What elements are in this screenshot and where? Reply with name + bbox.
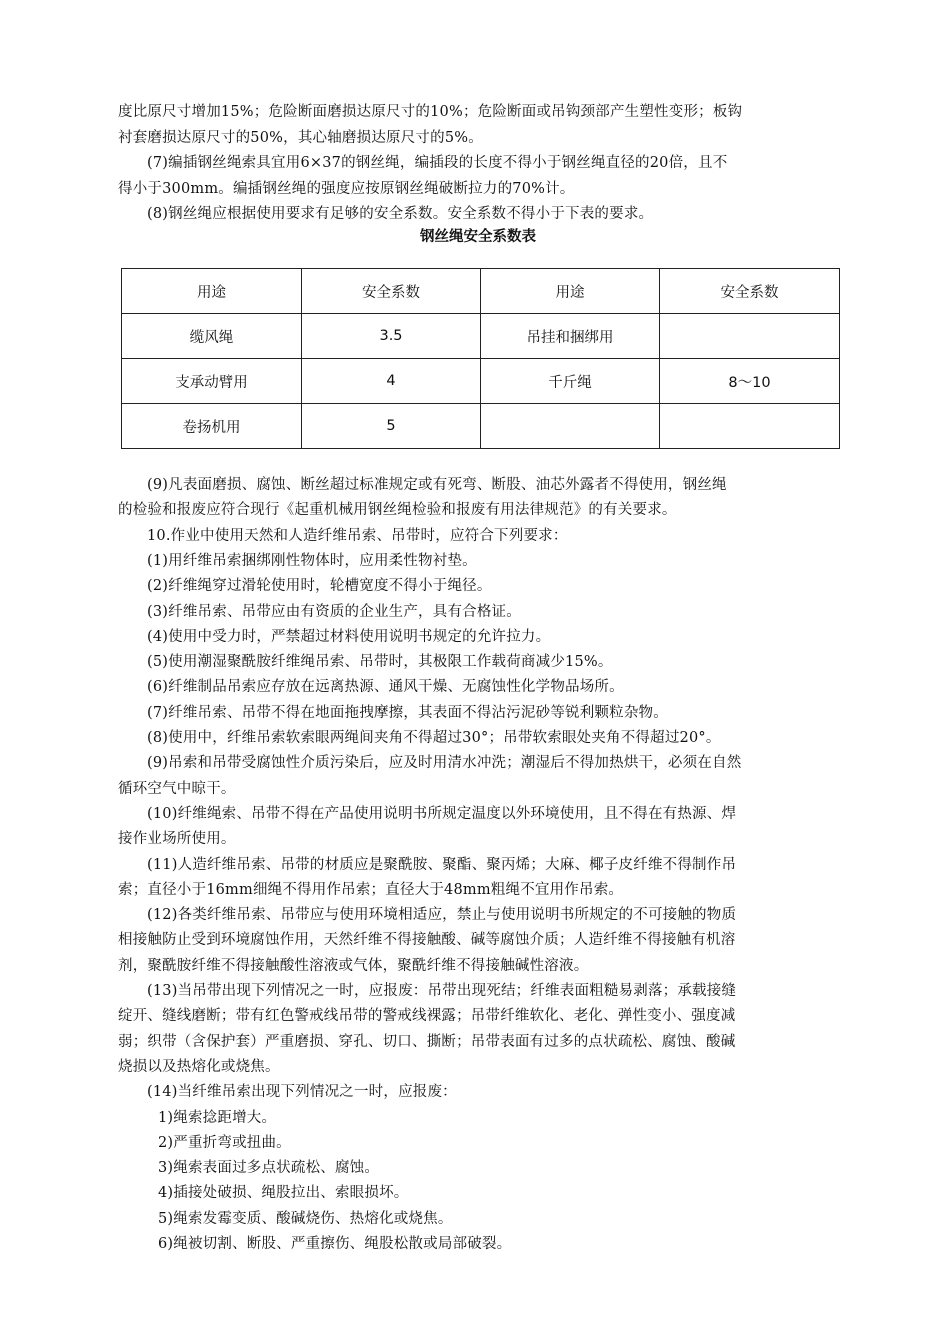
text-line: 6)绳被切割、断股、严重擦伤、绳股松散或局部破裂。	[158, 1236, 512, 1252]
text-line: (12)各类纤维吊索、吊带应与使用环境相适应，禁止与使用说明书所规定的不可接触的物质	[147, 907, 737, 924]
table-cell: 吊挂和捆绑用	[481, 314, 660, 359]
header-cell-usage: 用途	[481, 269, 660, 314]
table-cell: 缆风绳	[122, 314, 302, 359]
header-cell-usage: 用途	[122, 269, 302, 314]
table-cell: 5	[302, 404, 481, 449]
table-cell: 卷扬机用	[122, 404, 302, 449]
text-line: 循环空气中晾干。	[118, 780, 236, 797]
text-line: (9)凡表面磨损、腐蚀、断丝超过标准规定或有死弯、断股、油芯外露者不得使用，钢丝绳	[147, 477, 727, 493]
text-line: (7)纤维吊索、吊带不得在地面拖拽摩擦，其表面不得沾污泥砂等锐利颗粒杂物。	[147, 704, 668, 721]
table-cell: 4	[302, 359, 481, 404]
table-cell	[660, 314, 840, 359]
text-line: (7)编插钢丝绳索具宜用6×37的钢丝绳，编插段的长度不得小于钢丝绳直径的20倍，且不	[147, 155, 728, 171]
text-line: 索；直径小于16mm细绳不得用作吊索；直径大于48mm粗绳不宜用作吊索。	[118, 881, 624, 898]
text-line: (8)使用中，纤维吊索软索眼两绳间夹角不得超过30°；吊带软索眼处夹角不得超过20°。	[147, 730, 721, 746]
safety-factor-table	[121, 268, 840, 449]
table-cell: 8～10	[660, 359, 840, 404]
table-cell: 千斤绳	[481, 359, 660, 404]
text-line: 的检验和报废应符合现行《起重机械用钢丝绳检验和报废有用法律规范》的有关要求。	[118, 502, 677, 519]
table-cell: 3.5	[302, 314, 481, 359]
text-line: 3)绳索表面过多点状疏松、腐蚀。	[158, 1160, 380, 1177]
text-line: (14)当纤维吊索出现下列情况之一时，应报废：	[147, 1084, 457, 1101]
text-line: 得小于300mm。编插钢丝绳的强度应按原钢丝绳破断拉力的70%计。	[118, 180, 575, 197]
header-cell-factor: 安全系数	[302, 269, 481, 314]
text-line: (4)使用中受力时，严禁超过材料使用说明书规定的允许拉力。	[147, 628, 551, 645]
table-cell	[660, 404, 840, 449]
text-line: (6)纤维制品吊索应存放在远离热源、通风干燥、无腐蚀性化学物品场所。	[147, 679, 624, 696]
text-line: 4)插接处破损、绳股拉出、索眼损坏。	[158, 1185, 409, 1202]
table-header-row	[122, 269, 840, 314]
text-line: (2)纤维绳穿过滑轮使用时，轮槽宽度不得小于绳径。	[147, 578, 492, 595]
text-line: 5)绳索发霉变质、酸碱烧伤、热熔化或烧焦。	[158, 1210, 453, 1227]
text-line: 烧损以及热熔化或烧焦。	[118, 1058, 280, 1075]
text-line: (8)钢丝绳应根据使用要求有足够的安全系数。安全系数不得小于下表的要求。	[147, 206, 654, 222]
text-line: (9)吊索和吊带受腐蚀性介质污染后，应及时用清水冲洗；潮湿后不得加热烘干，必须在自然	[147, 755, 742, 772]
text-line: 弱；织带（含保护套）严重磨损、穿孔、切口、撕断；吊带表面有过多的点状疏松、腐蚀、酸碱	[118, 1033, 736, 1050]
table-cell	[481, 404, 660, 449]
table-row	[122, 404, 840, 449]
text-line: (10)纤维绳索、吊带不得在产品使用说明书所规定温度以外环境使用，且不得在有热源、焊	[147, 805, 737, 822]
text-line: 相接触防止受到环境腐蚀作用，天然纤维不得接触酸、碱等腐蚀介质；人造纤维不得接触有机溶	[118, 932, 736, 949]
header-cell-factor: 安全系数	[660, 269, 840, 314]
table-row	[122, 359, 840, 404]
text-line: 剂，聚酰胺纤维不得接触酸性溶液或气体，聚酰纤维不得接触碱性溶液。	[118, 957, 589, 974]
text-line: (11)人造纤维吊索、吊带的材质应是聚酰胺、聚酯、聚丙烯；大麻、椰子皮纤维不得制作吊	[147, 856, 737, 873]
table-row	[122, 314, 840, 359]
table-cell: 支承动臂用	[122, 359, 302, 404]
text-line: 度比原尺寸增加15%；危险断面磨损达原尺寸的10%；危险断面或吊钩颈部产生塑性变形；板钩	[118, 104, 743, 120]
text-line: 2)严重折弯或扭曲。	[158, 1134, 291, 1151]
text-line: 1)绳索捻距增大。	[158, 1109, 277, 1126]
text-line: (3)纤维吊索、吊带应由有资质的企业生产，具有合格证。	[147, 603, 521, 620]
table-title: 钢丝绳安全系数表	[420, 229, 536, 245]
text-line: 绽开、缝线磨断；带有红色警戒线吊带的警戒线裸露；吊带纤维软化、老化、弹性变小、强度减	[118, 1008, 736, 1025]
text-line: (5)使用潮湿聚酰胺纤维绳吊索、吊带时，其极限工作载荷商减少15%。	[147, 654, 613, 671]
text-line: (1)用纤维吊索捆绑刚性物体时，应用柔性物衬垫。	[147, 552, 477, 569]
text-line: 10.作业中使用天然和人造纤维吊索、吊带时，应符合下列要求：	[147, 527, 568, 544]
text-line: 衬套磨损达原尺寸的50%，其心轴磨损达原尺寸的5%。	[118, 129, 483, 146]
text-line: (13)当吊带出现下列情况之一时，应报废：吊带出现死结；纤维表面粗糙易剥落；承载接缝	[147, 983, 737, 999]
text-line: 接作业场所使用。	[118, 831, 236, 848]
